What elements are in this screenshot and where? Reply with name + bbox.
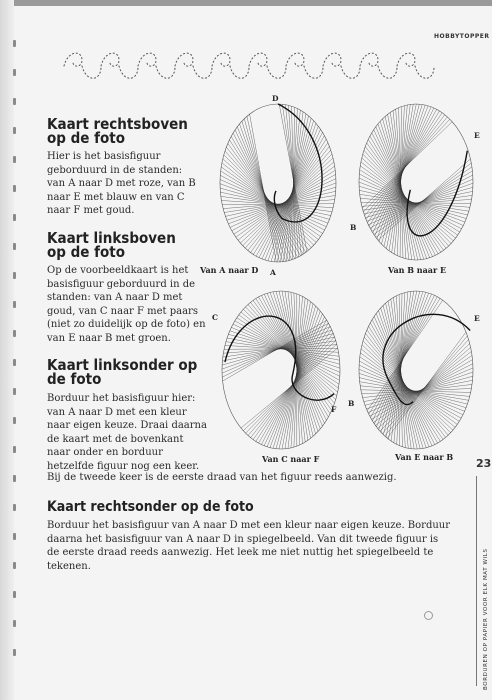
figure-caption-c-to-f: Van C naar F — [262, 454, 320, 464]
section-continuation-linksonder: Bij de tweede keer is de eerste draad van het figuur reeds aanwezig. — [47, 472, 397, 483]
side-running-text: BORDUREN OP PAPIER VOOR ELK MAT WILS — [483, 548, 489, 690]
page-number: 23 — [476, 457, 492, 470]
point-label-b: B — [350, 223, 357, 232]
section-body-linksboven: Op de voorbeeldkaart is het basisfiguur geborduurd in de standen: van A naar D met goud, van C naar F met paars (niet zo duidelijk op de foto) en van E naar B met groen. — [47, 265, 206, 344]
figure-caption-a-to-d: Van A naar D — [200, 265, 259, 275]
section-title-linksboven: Kaart linksboven op de foto — [47, 229, 176, 261]
section-title-rechtsonder: Kaart rechtsonder op de foto — [47, 499, 254, 515]
point-label-c: C — [212, 313, 218, 322]
top-edge — [0, 0, 492, 6]
point-label-a: A — [270, 268, 276, 277]
point-label-e-2: E — [474, 314, 480, 323]
binding-strip — [0, 0, 14, 700]
binding-holes — [13, 40, 17, 678]
string-figure-e-to-b — [357, 289, 475, 451]
string-figure-c-to-f — [220, 289, 342, 451]
point-label-b-2: B — [348, 399, 355, 408]
paper-mark — [424, 611, 433, 620]
section-body-rechtsonder: Borduur het basisfiguur van A naar D met een kleur naar eigen keuze. Borduur daarna het basisfiguur van A naar D in spiegelbeeld. Van dit tweede figuur is de eerste draad reeds aanwezig. Het leek me niet nuttig het spiegelbeeld te tekenen. — [47, 520, 451, 572]
side-divider — [476, 476, 477, 686]
point-label-f: F — [331, 405, 337, 414]
string-figure-b-to-e — [357, 102, 475, 262]
string-figure-a-to-d — [218, 102, 338, 264]
section-body-linksonder: Borduur het basisfiguur hier: van A naar D met een kleur naar eigen keuze. Draai daarna de kaart met de bovenkant naar onder en borduur hetzelfde figuur nog een keer. — [47, 393, 207, 472]
point-label-e: E — [474, 131, 480, 140]
section-title-rechtsboven: Kaart rechtsboven op de foto — [47, 115, 188, 147]
decorative-dotted-border — [60, 46, 440, 86]
figure-caption-b-to-e: Van B naar E — [388, 265, 447, 275]
brand-label: HOBBYTOPPER — [434, 33, 490, 40]
section-body-rechtsboven: Hier is het basisfiguur geborduurd in de standen: van A naar D met roze, van B naar E met blauw en van C naar F met goud. — [47, 151, 196, 216]
point-label-d: D — [272, 94, 279, 103]
section-title-linksonder: Kaart linksonder op de foto — [47, 356, 198, 388]
figure-caption-e-to-b: Van E naar B — [395, 452, 454, 462]
